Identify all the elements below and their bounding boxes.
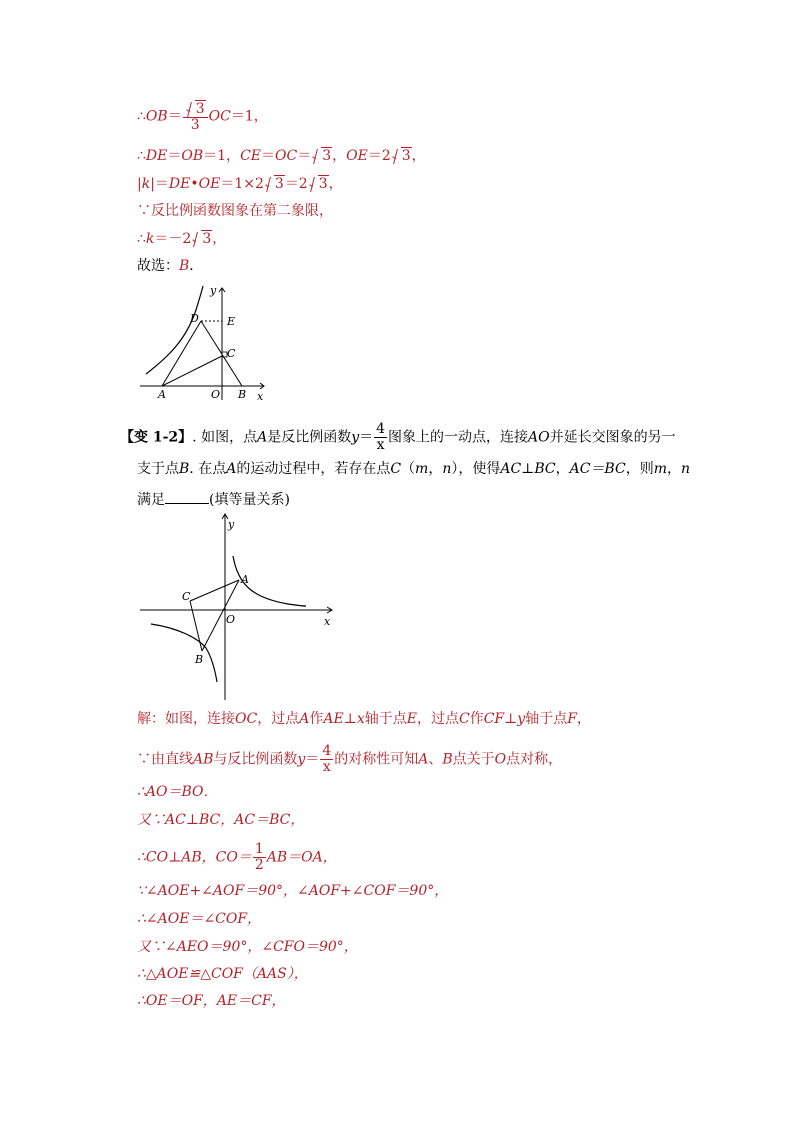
numerator: 1: [254, 841, 264, 857]
radicand: 3: [195, 101, 205, 117]
fraction-4-over-x: [374, 422, 387, 453]
text: OC: [235, 711, 258, 727]
problem-line-2: [137, 462, 690, 476]
text: 图象上的一动点，连接: [388, 429, 529, 446]
radicand: 3: [274, 176, 284, 192]
problem-tag: 【变 1-2】: [120, 429, 193, 446]
text: DE: [145, 148, 168, 164]
label-o: O: [211, 388, 221, 401]
text: . 如图，点: [192, 429, 258, 446]
text: ＝2: [284, 176, 308, 192]
text: 故选：: [137, 258, 179, 274]
text: ∵由直线: [137, 751, 193, 768]
text: 是反比例函数: [267, 429, 352, 446]
text: OE: [198, 176, 221, 192]
text: ，: [666, 461, 681, 477]
tail: ＝1，: [230, 108, 268, 125]
sol2-line-2: [137, 744, 562, 775]
text: OC: [275, 148, 298, 164]
text: ，: [332, 148, 347, 164]
text: （: [401, 461, 416, 477]
label-d: D: [190, 312, 199, 325]
denominator: x: [376, 437, 385, 453]
text: 轴于点: [364, 711, 407, 727]
text: n: [442, 461, 452, 477]
text: AC＝BC: [569, 461, 626, 477]
hyperbola-branch-q3: [151, 624, 217, 682]
text: AE⊥x: [323, 711, 365, 727]
numerator: 4: [322, 743, 332, 759]
text: 点关于: [452, 751, 495, 768]
text: m: [653, 461, 667, 477]
fraction-sqrt3-over-3: [183, 100, 208, 133]
text: n: [680, 461, 691, 477]
text: C: [458, 711, 470, 727]
figure-1: [138, 282, 270, 404]
hyperbola-branch: [146, 286, 203, 374]
text: C: [390, 461, 402, 477]
text: k: [145, 231, 155, 247]
text: AC⊥BC: [500, 461, 556, 477]
label-a: A: [158, 388, 166, 401]
radicand: 3: [202, 231, 212, 247]
text: 的对称性可知: [334, 751, 419, 768]
text: 解：如图，连接: [137, 711, 235, 727]
sol2-line-6: ∵∠AOE+∠AOF＝90°，∠AOF+∠COF＝90°，: [137, 883, 449, 899]
sol1-line-kval: [137, 230, 226, 246]
label-c: C: [182, 590, 191, 603]
sol1-line-ob: [137, 100, 268, 133]
text: ∴CO⊥AB，CO＝: [137, 849, 252, 866]
text: ，: [428, 461, 443, 477]
answer-blank[interactable]: [165, 491, 209, 504]
sol2-line-9: ∴△AOE≌△COF（AAS），: [137, 966, 308, 982]
sqrt: [312, 147, 332, 163]
text: 的运动过程中，若存在点: [236, 461, 391, 477]
sol2-line-3: ∴AO＝BO．: [137, 784, 218, 800]
eq: ＝: [167, 108, 182, 125]
text: B: [179, 461, 190, 477]
text: 并延长交图象的另一: [549, 429, 676, 446]
text: ＝: [359, 429, 374, 446]
label-c: C: [227, 347, 236, 360]
therefore: ∴: [137, 231, 146, 247]
text: ，则: [625, 461, 654, 477]
text: A: [257, 429, 268, 446]
text: •: [190, 176, 199, 192]
text: ＝: [167, 148, 182, 164]
text: O: [494, 751, 507, 768]
sqrt: [309, 175, 329, 191]
text: 轴于点: [525, 711, 568, 727]
fraction-1-over-2: [253, 842, 266, 873]
label-y: y: [210, 284, 217, 297]
label-x: x: [324, 615, 331, 628]
fraction-4-over-x: [320, 744, 333, 775]
text: y: [351, 429, 360, 446]
sol2-line-5: [137, 842, 337, 873]
text: CF⊥y: [483, 711, 526, 727]
text: 满足: [137, 492, 165, 508]
numerator: 4: [376, 421, 386, 437]
text: ＝2: [367, 148, 391, 164]
text: OB: [181, 148, 204, 164]
text: ，: [212, 231, 227, 247]
text: ，过点: [257, 711, 300, 727]
segment-ca: [190, 580, 239, 601]
sol1-line-k: [137, 175, 343, 191]
text: m: [415, 461, 429, 477]
sqrt: [186, 100, 206, 117]
sol2-line-8: 又∵∠AEO＝90°，∠CFO＝90°，: [137, 939, 358, 955]
text: OE: [346, 148, 368, 164]
sqrt: [265, 175, 285, 191]
text: 作: [309, 711, 324, 727]
text: ．: [189, 258, 204, 274]
denominator: x: [322, 759, 331, 775]
text: ，: [576, 711, 591, 727]
problem-line-1: [120, 422, 676, 453]
therefore: ∴: [137, 148, 146, 164]
label-y: y: [228, 518, 235, 531]
text: AB: [193, 751, 214, 768]
radicand: 3: [401, 148, 411, 164]
text: ，: [411, 148, 426, 164]
text: ＝: [261, 148, 275, 164]
sol2-line-4: 又∵AC⊥BC，AC＝BC，: [137, 812, 305, 828]
text: 作: [469, 711, 484, 727]
text: ，过点: [416, 711, 459, 727]
problem-line-3: [137, 491, 290, 507]
label-e: E: [227, 315, 236, 328]
text-oc: OC: [208, 108, 231, 125]
sol2-line-10: ∴OE＝OF，AE＝CF，: [137, 993, 286, 1009]
text: AB＝OA，: [266, 849, 337, 866]
text: AO: [528, 429, 550, 446]
sol1-line-de: [137, 147, 426, 163]
sqrt: [192, 230, 212, 246]
label-o: O: [226, 613, 236, 626]
text: ＝－2: [154, 231, 192, 247]
text: B: [442, 751, 453, 768]
text: 与反比例函数: [213, 751, 298, 768]
text: 支于点: [137, 461, 179, 477]
text: E: [406, 711, 417, 727]
figure-2: [138, 510, 338, 705]
text: A: [299, 711, 310, 727]
denominator: 3: [190, 117, 200, 133]
segment-cb: [190, 601, 202, 651]
text: A: [226, 461, 237, 477]
sol2-line-7: ∴∠AOE＝∠COF，: [137, 911, 262, 927]
label-b: B: [195, 653, 204, 666]
text: ，: [555, 461, 570, 477]
text: (填等量关系): [209, 492, 290, 508]
text: . 在点: [189, 461, 227, 477]
text: B: [179, 258, 190, 274]
sqrt: [392, 147, 412, 163]
text: ＝: [154, 176, 169, 192]
label-a: A: [241, 573, 249, 586]
text: 点对称，: [506, 751, 563, 768]
text: CE: [240, 148, 261, 164]
label-x: x: [257, 390, 264, 403]
text-ob: OB: [145, 108, 168, 125]
text: ＝: [297, 148, 312, 164]
therefore: ∴: [137, 108, 146, 125]
text: y: [297, 751, 306, 768]
radicand: 3: [318, 176, 328, 192]
text: F: [567, 711, 577, 727]
text: ＝1×2: [220, 176, 264, 192]
text: |k|: [137, 176, 155, 192]
text: ），使得: [451, 461, 501, 477]
text: ＝1，: [203, 148, 241, 164]
text: ，: [328, 176, 343, 192]
label-b: B: [238, 388, 247, 401]
sol1-line-quadrant: ∵反比例函数图象在第二象限，: [137, 203, 333, 219]
text: 、: [428, 751, 443, 768]
radicand: 3: [322, 148, 332, 164]
text: DE: [168, 176, 191, 192]
text: ＝: [305, 751, 320, 768]
sol1-answer: [137, 259, 203, 273]
sol2-line-1: [137, 712, 591, 726]
denominator: 2: [254, 857, 264, 873]
text: A: [418, 751, 429, 768]
